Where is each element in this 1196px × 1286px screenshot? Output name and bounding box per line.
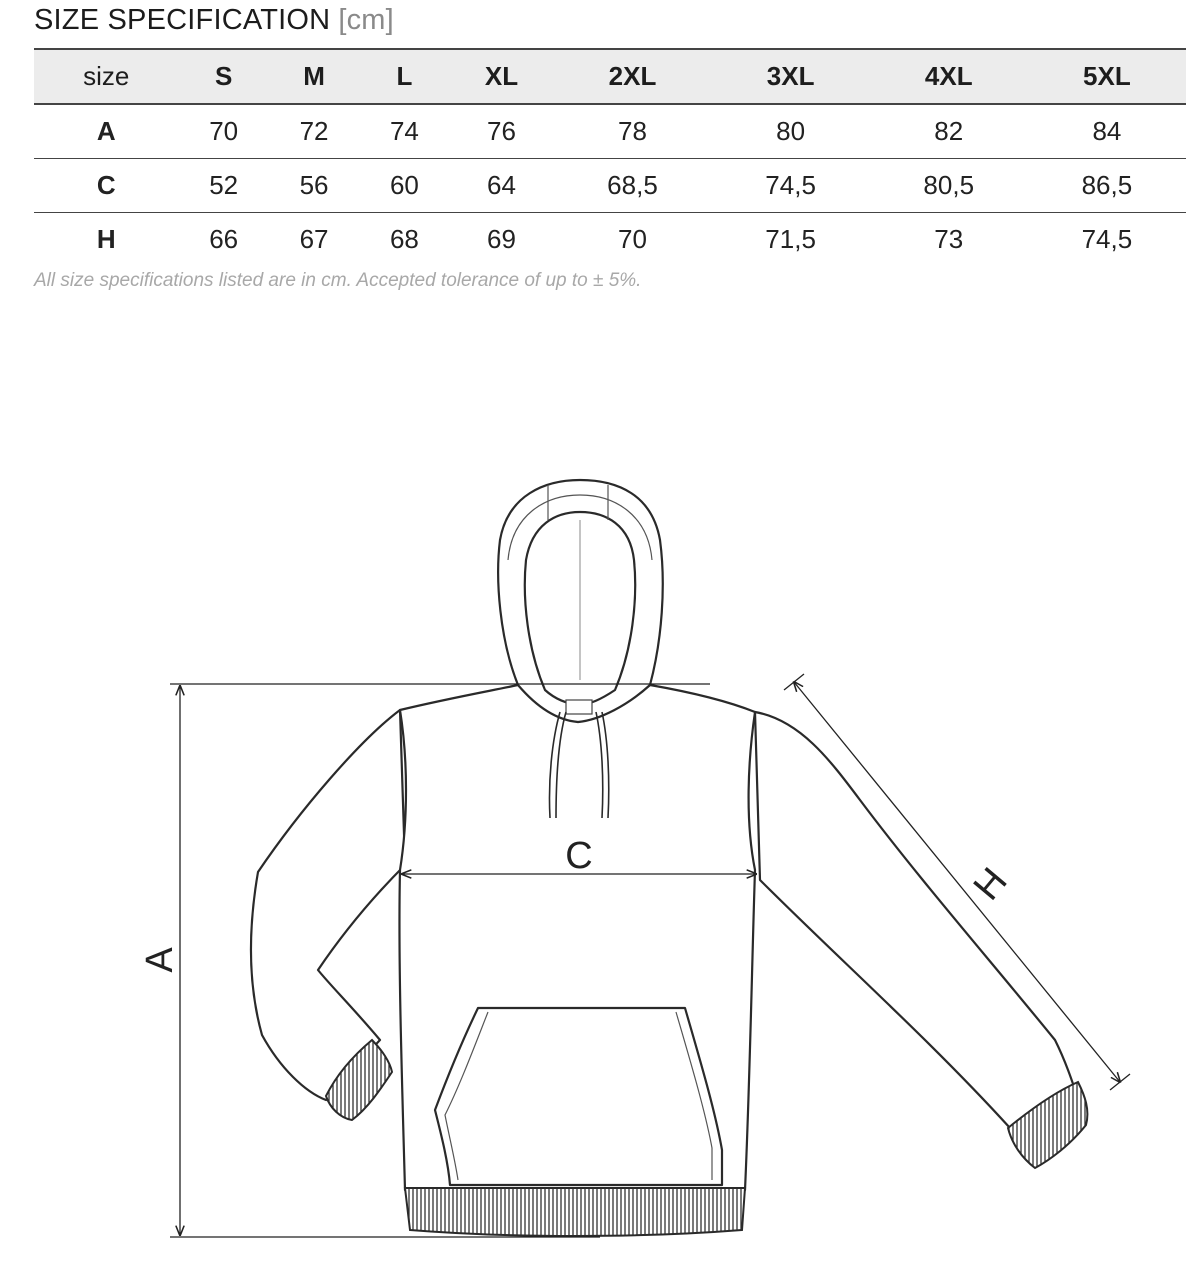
left-sleeve <box>251 710 405 1100</box>
size-col-header: S <box>215 61 233 91</box>
row-label: A <box>96 116 116 146</box>
dimension-label-c: C <box>565 835 593 877</box>
spec-title-text: SIZE SPECIFICATION <box>34 4 331 36</box>
table-cell: 84 <box>1092 116 1122 146</box>
table-cell: 52 <box>209 170 239 200</box>
h-top-tick <box>784 674 804 690</box>
size-col-header: 2XL <box>608 61 657 91</box>
table-cell: 66 <box>209 224 239 254</box>
size-col-header: M <box>303 61 325 91</box>
dimension-label-h: H <box>965 860 1016 909</box>
table-row <box>34 213 1186 267</box>
size-col-header: L <box>396 61 413 91</box>
size-col-header: XL <box>484 61 519 91</box>
table-cell: 86,5 <box>1081 170 1133 200</box>
table-cell: 76 <box>487 116 516 146</box>
table-cell: 68 <box>389 224 419 254</box>
table-cell: 72 <box>299 116 329 146</box>
table-cell: 69 <box>487 224 516 254</box>
table-cell: 74,5 <box>1081 224 1133 254</box>
table-cell: 80 <box>776 116 806 146</box>
table-cell: 74,5 <box>765 170 816 200</box>
size-col-header: 4XL <box>924 61 973 91</box>
table-cell: 74 <box>389 116 419 146</box>
waistband <box>405 1188 745 1236</box>
table-cell: 70 <box>618 224 647 254</box>
table-cell: 56 <box>299 170 329 200</box>
table-cell: 60 <box>389 170 419 200</box>
spec-title <box>34 4 394 40</box>
hoodie-diagram <box>0 440 1196 1286</box>
table-cell: 80,5 <box>923 170 975 200</box>
row-label: C <box>96 170 116 200</box>
table-row <box>34 159 1186 213</box>
table-cell: 71,5 <box>765 224 816 254</box>
h-bottom-tick <box>1110 1074 1130 1090</box>
table-cell: 78 <box>618 116 647 146</box>
size-corner-label: size <box>83 61 130 91</box>
table-cell: 64 <box>487 170 516 200</box>
size-col-header: 3XL <box>766 61 815 91</box>
size-header-row <box>34 49 1186 104</box>
size-col-header: 5XL <box>1083 61 1131 91</box>
kangaroo-pocket <box>435 1008 722 1185</box>
table-cell: 67 <box>299 224 329 254</box>
table-cell: 68,5 <box>607 170 658 200</box>
tolerance-note: All size specifications listed are in cm. Accepted tolerance of up to ± 5%. <box>34 270 642 291</box>
table-cell: 82 <box>934 116 964 146</box>
table-cell: 73 <box>934 224 964 254</box>
row-label: H <box>96 224 116 254</box>
dimension-label-a: A <box>139 947 181 973</box>
size-table <box>34 48 1186 266</box>
neck-label <box>566 700 592 714</box>
right-sleeve <box>755 712 1080 1137</box>
spec-title-unit: [cm] <box>338 4 394 36</box>
table-cell: 70 <box>209 116 239 146</box>
table-row <box>34 104 1186 159</box>
